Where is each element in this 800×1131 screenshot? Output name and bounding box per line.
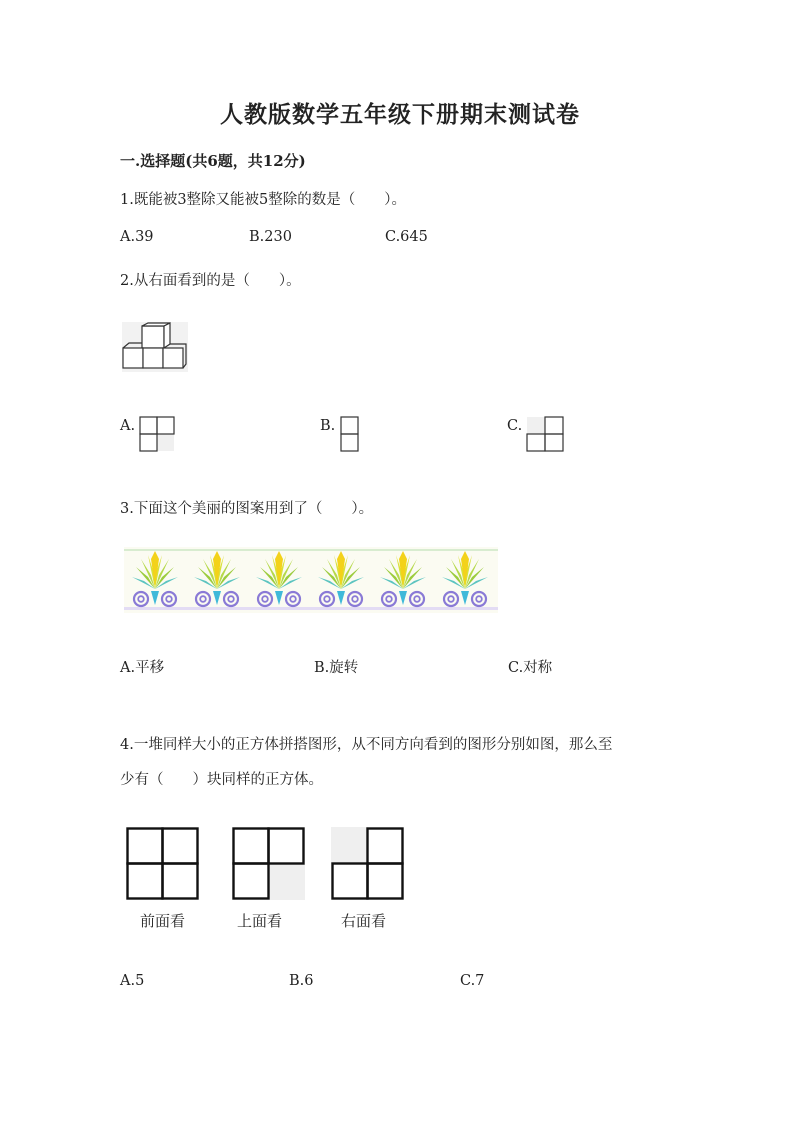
question-4-stem-line1: 4.一堆同样大小的正方体拼搭图形，从不同方向看到的图形分别如图，那么至 bbox=[120, 737, 613, 753]
option-a-view-figure bbox=[139, 416, 175, 452]
decorative-pattern-strip bbox=[124, 547, 498, 613]
question-4-option-a[interactable]: A.5 bbox=[120, 973, 145, 989]
question-3-option-a[interactable]: A.平移 bbox=[120, 660, 165, 676]
top-view-caption: 上面看 bbox=[237, 912, 283, 930]
front-view-caption: 前面看 bbox=[140, 912, 186, 930]
question-1-option-a[interactable]: A.39 bbox=[120, 229, 154, 245]
question-2-option-b[interactable]: B. bbox=[320, 418, 336, 434]
question-3-stem: 3.下面这个美丽的图案用到了（ ）。 bbox=[120, 501, 374, 517]
section-heading: 一.选择题(共6题，共12分) bbox=[120, 152, 306, 170]
right-view-caption: 右面看 bbox=[341, 912, 387, 930]
question-1-option-c[interactable]: C.645 bbox=[385, 229, 428, 245]
question-2-stem: 2.从右面看到的是（ ）。 bbox=[120, 273, 301, 289]
question-4-option-b[interactable]: B.6 bbox=[289, 973, 314, 989]
question-3-option-c[interactable]: C.对称 bbox=[508, 660, 553, 676]
right-view-figure bbox=[331, 827, 407, 903]
cube-stack-figure bbox=[122, 322, 188, 372]
page-title: 人教版数学五年级下册期末测试卷 bbox=[220, 101, 580, 128]
question-4-option-c[interactable]: C.7 bbox=[460, 973, 485, 989]
question-2-option-c[interactable]: C. bbox=[507, 418, 523, 434]
option-b-view-figure bbox=[340, 416, 360, 452]
question-1-option-b[interactable]: B.230 bbox=[249, 229, 292, 245]
top-view-figure bbox=[232, 827, 308, 903]
question-2-option-a[interactable]: A. bbox=[120, 418, 136, 434]
option-c-view-figure bbox=[526, 416, 564, 452]
question-4-stem-line2: 少有（ ）块同样的正方体。 bbox=[120, 772, 323, 788]
question-3-option-b[interactable]: B.旋转 bbox=[314, 660, 359, 676]
question-1-stem: 1.既能被3整除又能被5整除的数是（ ）。 bbox=[120, 192, 407, 208]
front-view-figure bbox=[126, 827, 200, 901]
